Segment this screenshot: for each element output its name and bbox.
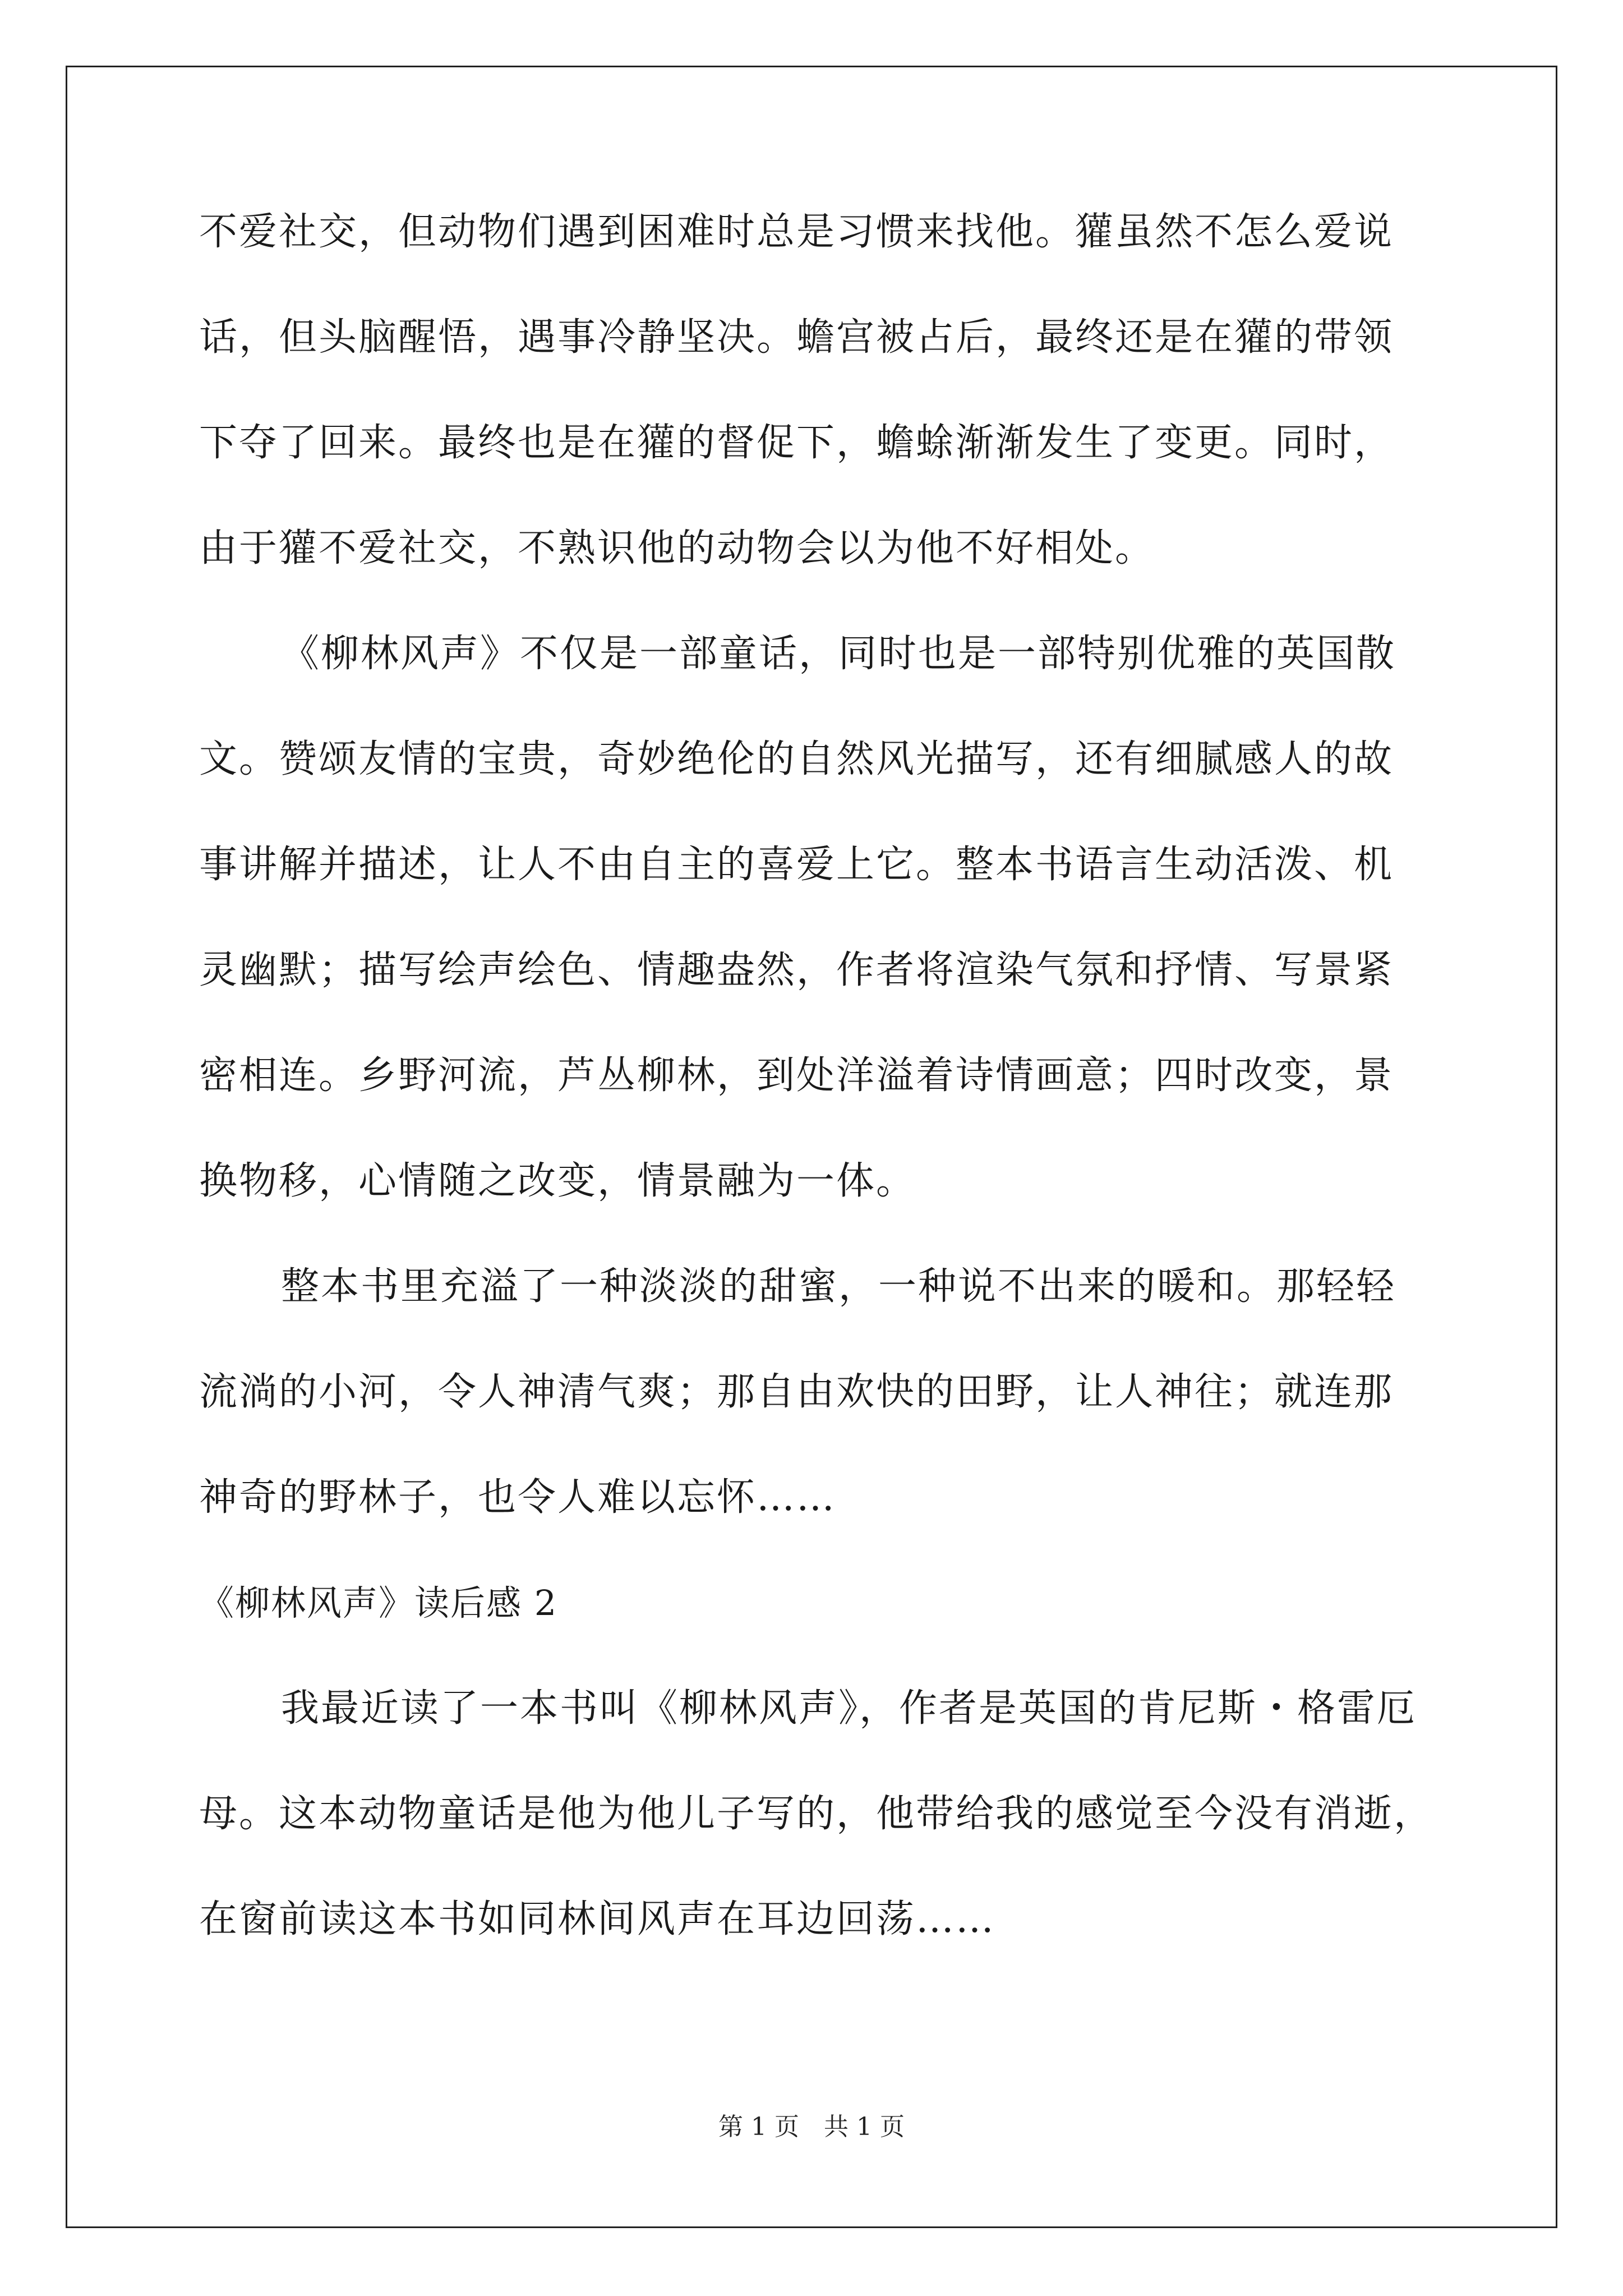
text-line: 灵幽默；描写绘声绘色、情趣盎然，作者将渲染气氛和抒情、写景紧 [199, 948, 1394, 992]
paragraph-first-line: 我最近读了一本书叫《柳林风声》，作者是英国的肯尼斯・格雷厄 [281, 1686, 1417, 1731]
text-line: 文。赞颂友情的宝贵，奇妙绝伦的自然风光描写，还有细腻感人的故 [199, 737, 1394, 781]
text-line: 事讲解并描述，让人不由自主的喜爱上它。整本书语言生动活泼、机 [199, 843, 1394, 887]
text-line: 流淌的小河，令人神清气爽；那自由欢快的田野，让人神往；就连那 [199, 1370, 1394, 1414]
text-line: 不爱社交，但动物们遇到困难时总是习惯来找他。獾虽然不怎么爱说 [199, 210, 1394, 254]
text-line: 下夺了回来。最终也是在獾的督促下，蟾蜍渐渐发生了变更。同时， [199, 421, 1394, 465]
text-line: 由于獾不爱社交，不熟识他的动物会以为他不好相处。 [199, 526, 1155, 570]
text-line: 在窗前读这本书如同林间风声在耳边回荡…… [199, 1897, 996, 1941]
text-line: 密相连。乡野河流，芦丛柳林，到处洋溢着诗情画意；四时改变，景 [199, 1053, 1394, 1098]
paragraph-first-line: 整本书里充溢了一种淡淡的甜蜜，一种说不出来的暖和。那轻轻 [281, 1264, 1396, 1309]
page-number-footer: 第 1 页 共 1 页 [718, 2113, 905, 2141]
document-body [199, 210, 1461, 2006]
section-heading: 《柳林风声》读后感 2 [199, 1582, 558, 1623]
paragraph-first-line: 《柳林风声》不仅是一部童话，同时也是一部特别优雅的英国散 [281, 632, 1396, 676]
text-line: 话，但头脑醒悟，遇事冷静坚决。蟾宫被占后，最终还是在獾的带领 [199, 315, 1394, 360]
text-line: 母。这本动物童话是他为他儿子写的，他带给我的感觉至今没有消逝， [199, 1792, 1434, 1836]
text-line: 神奇的野林子，也令人难以忘怀…… [199, 1475, 837, 1520]
text-line: 换物移，心情随之改变，情景融为一体。 [199, 1159, 916, 1203]
